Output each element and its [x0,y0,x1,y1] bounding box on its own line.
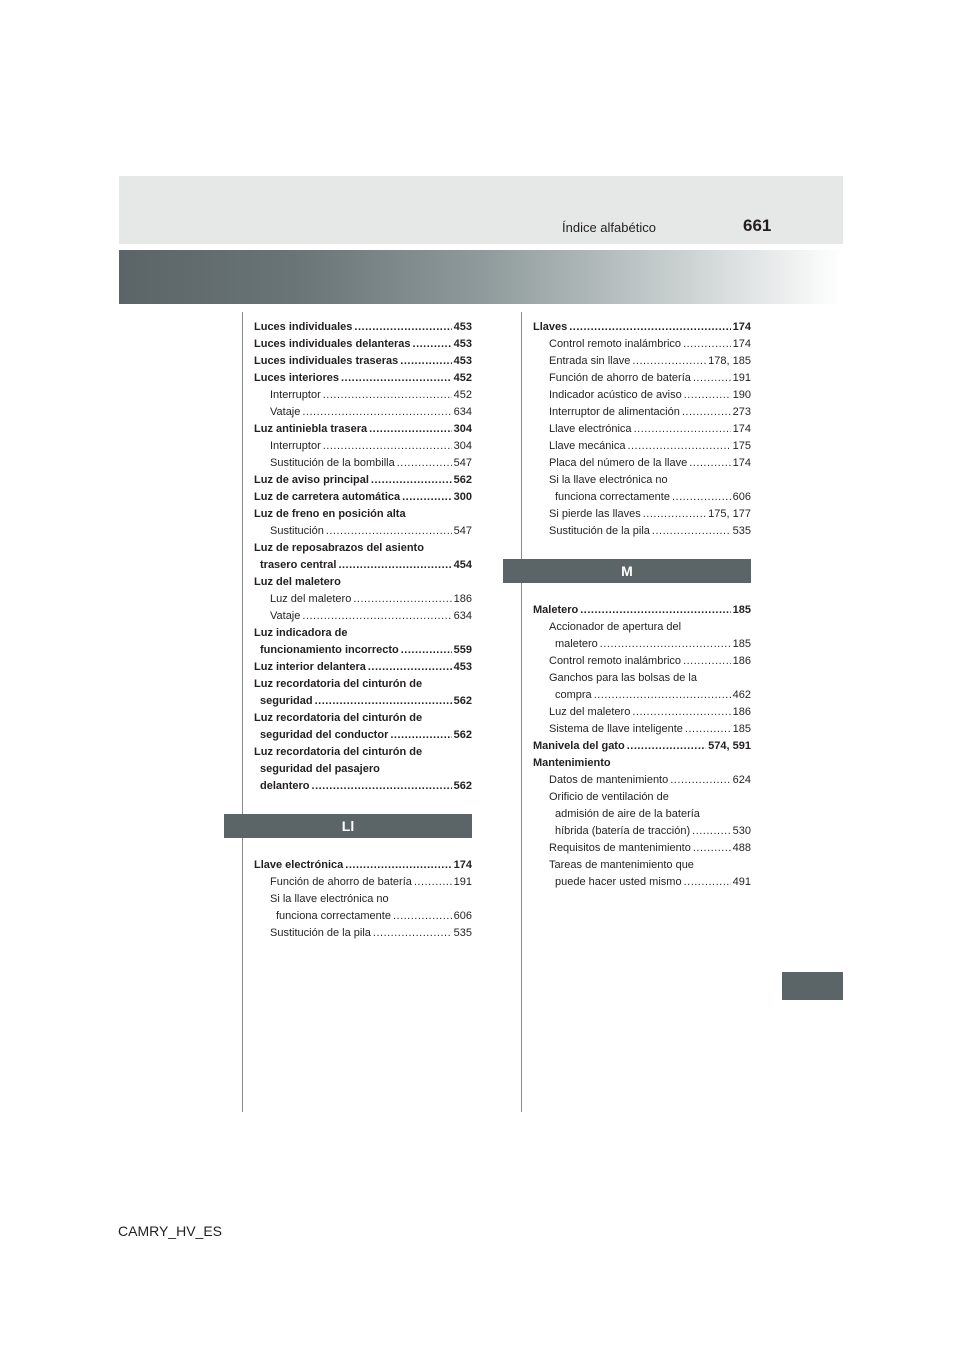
index-entry-page[interactable]: 530 [732,825,751,837]
document-code: CAMRY_HV_ES [118,1223,223,1239]
index-entry-text: Luces individuales traseras [254,355,399,367]
index-entry [533,755,751,772]
index-entry-page[interactable]: 174 [732,423,751,435]
index-entry-text: Luz interior delantera [254,661,366,673]
dot-leader [302,404,451,421]
index-entry-page[interactable]: 562 [453,780,472,792]
index-entry [533,738,751,755]
index-entry [254,472,472,489]
index-entry-text: Llave electrónica [254,859,344,871]
index-entry-text: Interruptor [270,440,321,452]
dot-leader [682,404,731,421]
index-entry [533,857,751,874]
index-entry-text: Sustitución de la pila [270,927,371,939]
dot-leader [373,925,452,942]
dot-leader [323,387,452,404]
index-entry-text: Vataje [270,610,301,622]
index-entry [254,625,472,642]
index-entry-page[interactable]: 453 [453,355,472,367]
index-entry-page[interactable]: 186 [732,706,751,718]
index-entry [254,404,472,421]
dot-leader [693,840,731,857]
index-entry-page[interactable]: 191 [732,372,751,384]
index-entry-text: híbrida (batería de tracción) [555,825,691,837]
left-index-column [254,319,472,942]
dot-leader [353,591,451,608]
dot-leader [341,370,452,387]
index-entry-page[interactable]: 304 [453,423,472,435]
index-entry [254,455,472,472]
index-entry-page[interactable]: 606 [732,491,751,503]
dot-leader [338,557,451,574]
dot-leader [692,823,731,840]
left-column-rule [242,312,243,1112]
index-entry [254,421,472,438]
index-entry [254,727,472,744]
index-entry [533,653,751,670]
index-entry-text: Luz antiniebla trasera [254,423,368,435]
dot-leader [569,319,730,336]
index-entry-text: Luces individuales delanteras [254,338,411,350]
index-entry-text: Llaves [533,321,568,333]
dot-leader [634,421,731,438]
index-entry [533,370,751,387]
index-entry-page[interactable]: 273 [732,406,751,418]
index-entry-text: Mantenimiento [533,757,611,769]
index-entry-page[interactable]: 175 [732,440,751,452]
dot-leader [371,472,452,489]
index-entry [254,908,472,925]
index-entry-text: seguridad [260,695,313,707]
index-entry [254,319,472,336]
index-entry-text: Vataje [270,406,301,418]
index-entry-page[interactable]: 452 [453,372,472,384]
index-entry-text: Interruptor [270,389,321,401]
index-entry-page[interactable]: 174 [732,338,751,350]
dot-leader [685,721,731,738]
index-entry-page[interactable]: 174 [732,321,751,333]
index-entry [533,421,751,438]
index-entry-text: Requisitos de mantenimiento [549,842,691,854]
index-entry [254,557,472,574]
index-entry [533,404,751,421]
index-entry-page[interactable]: 185 [732,723,751,735]
index-entry-text: Datos de mantenimiento [549,774,669,786]
index-entry-page[interactable]: 185 [732,638,751,650]
dot-leader [600,636,731,653]
dot-leader [302,608,451,625]
index-entry-text: Luz del maletero [549,706,631,718]
index-entry-text: admisión de aire de la batería [555,808,700,820]
index-entry-page[interactable]: 185 [732,604,751,616]
index-entry [533,840,751,857]
index-entry [533,353,751,370]
index-entry [533,619,751,636]
index-entry [533,455,751,472]
dot-leader [414,874,452,891]
index-entry [533,789,751,806]
index-entry [533,489,751,506]
index-entry-text: Control remoto inalámbrico [549,655,682,667]
index-entry [254,591,472,608]
dot-leader [397,455,452,472]
index-entry-text: Luz de carretera automática [254,491,401,503]
dot-leader [683,336,731,353]
dot-leader [345,857,451,874]
index-entry [533,602,751,619]
index-entry [254,489,472,506]
index-entry-text: Tareas de mantenimiento que [549,859,694,871]
index-entry-page[interactable]: 178, 185 [708,355,751,367]
index-entry-page[interactable]: 606 [453,910,472,922]
index-entry [254,574,472,591]
index-entry-page[interactable]: 300 [453,491,472,503]
index-letter-heading: M [503,559,751,583]
index-entry-text: Luz del maletero [270,593,352,605]
index-entry [254,761,472,778]
index-entry [533,687,751,704]
index-entry-page[interactable]: 634 [453,610,472,622]
index-entry-page[interactable]: 562 [453,729,472,741]
index-entry-page[interactable]: 452 [453,389,472,401]
index-entry-text: Luz de reposabrazos del asiento [254,542,424,554]
index-entry-text: Luz del maletero [254,576,341,588]
index-entry-page[interactable]: 186 [732,655,751,667]
index-entry [254,438,472,455]
index-entry-text: Función de ahorro de batería [549,372,691,384]
dot-leader [390,727,451,744]
index-entry [533,721,751,738]
dot-leader [369,421,452,438]
dot-leader [368,659,452,676]
index-entry [254,370,472,387]
dot-leader [413,336,452,353]
index-entry-page[interactable]: 624 [732,774,751,786]
index-entry-page[interactable]: 559 [453,644,472,656]
index-entry-text: funciona correctamente [276,910,391,922]
index-entry-page[interactable]: 175, 177 [708,508,751,520]
index-entry [254,857,472,874]
index-entry-text: Llave electrónica [549,423,632,435]
index-entry-text: Interruptor de alimentación [549,406,680,418]
index-entry-page[interactable]: 190 [732,389,751,401]
index-entry-page[interactable]: 462 [732,689,751,701]
index-entry [254,608,472,625]
index-entry-page[interactable]: 535 [453,927,472,939]
dot-leader [402,489,452,506]
dot-leader [323,438,452,455]
index-entry [533,636,751,653]
index-letter-heading: Ll [224,814,472,838]
dot-leader [401,642,452,659]
index-entry-text: Accionador de apertura del [549,621,682,633]
dot-leader [652,523,731,540]
index-entry [254,523,472,540]
index-entry [533,472,751,489]
index-entry-text: Maletero [533,604,579,616]
index-entry-text: Luz de freno en posición alta [254,508,406,520]
dot-leader [393,908,452,925]
index-entry-text: seguridad del conductor [260,729,389,741]
dot-leader [632,704,730,721]
index-entry-page[interactable]: 174 [732,457,751,469]
dot-leader [315,693,452,710]
index-entry-text: funciona correctamente [555,491,670,503]
dot-leader [670,772,730,789]
index-entry-text: puede hacer usted mismo [555,876,682,888]
index-entry-page[interactable]: 186 [453,593,472,605]
dot-leader [684,387,731,404]
index-entry [254,659,472,676]
index-entry-text: Luz recordatoria del cinturón de [254,712,423,724]
index-entry-text: Sustitución de la bombilla [270,457,395,469]
index-entry-text: Luces individuales [254,321,353,333]
index-entry-page[interactable]: 562 [453,474,472,486]
index-entry [254,387,472,404]
index-entry [533,438,751,455]
index-entry-page[interactable]: 634 [453,406,472,418]
index-entry-text: Indicador acústico de aviso [549,389,682,401]
index-entry-text: maletero [555,638,598,650]
index-entry-text: delantero [260,780,310,792]
index-entry-text: Orificio de ventilación de [549,791,669,803]
index-entry [533,670,751,687]
index-entry-text: Si la llave electrónica no [549,474,668,486]
index-entry-text: trasero central [260,559,337,571]
dot-leader [643,506,706,523]
index-entry [533,523,751,540]
header-gradient-band [119,250,843,304]
dot-leader [326,523,452,540]
index-entry-text: Placa del número de la llave [549,457,688,469]
index-entry-text: Luces interiores [254,372,339,384]
dot-leader [684,874,731,891]
index-entry-text: seguridad del pasajero [260,763,380,775]
dot-leader [312,778,452,795]
index-entry-page[interactable]: 547 [453,525,472,537]
chapter-side-tab [782,972,843,1000]
dot-leader [627,438,730,455]
index-entry [254,778,472,795]
index-entry-page[interactable]: 562 [453,695,472,707]
index-entry-text: Si pierde las llaves [549,508,641,520]
index-entry [254,506,472,523]
right-index-column [533,319,751,891]
index-entry-text: Sistema de llave inteligente [549,723,683,735]
index-entry-text: Luz de aviso principal [254,474,369,486]
index-entry [254,891,472,908]
index-entry-page[interactable]: 191 [453,876,472,888]
index-entry [254,925,472,942]
dot-leader [689,455,730,472]
index-entry-text: Ganchos para las bolsas de la [549,672,697,684]
index-entry [254,693,472,710]
page-number: 661 [743,216,772,235]
index-entry-page[interactable]: 454 [453,559,472,571]
dot-leader [632,353,706,370]
index-entry-text: Control remoto inalámbrico [549,338,682,350]
index-entry [533,319,751,336]
index-entry-page[interactable]: 535 [732,525,751,537]
index-entry-page[interactable]: 453 [453,661,472,673]
index-entry-text: Manivela del gato [533,740,625,752]
right-column-rule [521,312,522,1112]
section-title: Índice alfabético [562,220,656,235]
index-entry-page[interactable]: 453 [453,338,472,350]
index-entry-page[interactable]: 453 [453,321,472,333]
index-entry [254,642,472,659]
index-entry-page[interactable]: 547 [453,457,472,469]
index-entry-text: Sustitución de la pila [549,525,650,537]
index-entry-text: Llave mecánica [549,440,626,452]
index-entry [533,336,751,353]
index-entry-text: Sustitución [270,525,324,537]
index-entry-text: Luz recordatoria del cinturón de [254,746,423,758]
dot-leader [354,319,451,336]
index-entry [254,540,472,557]
index-entry [254,874,472,891]
index-entry [533,823,751,840]
index-entry-text: Si la llave electrónica no [270,893,389,905]
index-entry-text: compra [555,689,592,701]
dot-leader [627,738,706,755]
index-entry [254,353,472,370]
index-entry-text: Luz indicadora de [254,627,348,639]
index-entry [533,506,751,523]
dot-leader [683,653,731,670]
index-entry-page[interactable]: 491 [732,876,751,888]
dot-leader [400,353,451,370]
index-entry [254,710,472,727]
index-entry [254,676,472,693]
dot-leader [594,687,731,704]
index-entry [254,336,472,353]
index-entry [254,744,472,761]
index-entry [533,387,751,404]
index-entry [533,772,751,789]
dot-leader [580,602,730,619]
index-entry-text: Función de ahorro de batería [270,876,412,888]
index-entry-page[interactable]: 174 [453,859,472,871]
index-entry-text: funcionamiento incorrecto [260,644,399,656]
index-entry-page[interactable]: 574, 591 [708,740,751,752]
index-entry-text: Luz recordatoria del cinturón de [254,678,423,690]
index-entry-page[interactable]: 304 [453,440,472,452]
header-top-bar [119,176,843,244]
index-entry-text: Entrada sin llave [549,355,631,367]
dot-leader [693,370,731,387]
index-entry-page[interactable]: 488 [732,842,751,854]
index-entry [533,704,751,721]
index-entry [533,806,751,823]
index-entry [533,874,751,891]
dot-leader [672,489,731,506]
